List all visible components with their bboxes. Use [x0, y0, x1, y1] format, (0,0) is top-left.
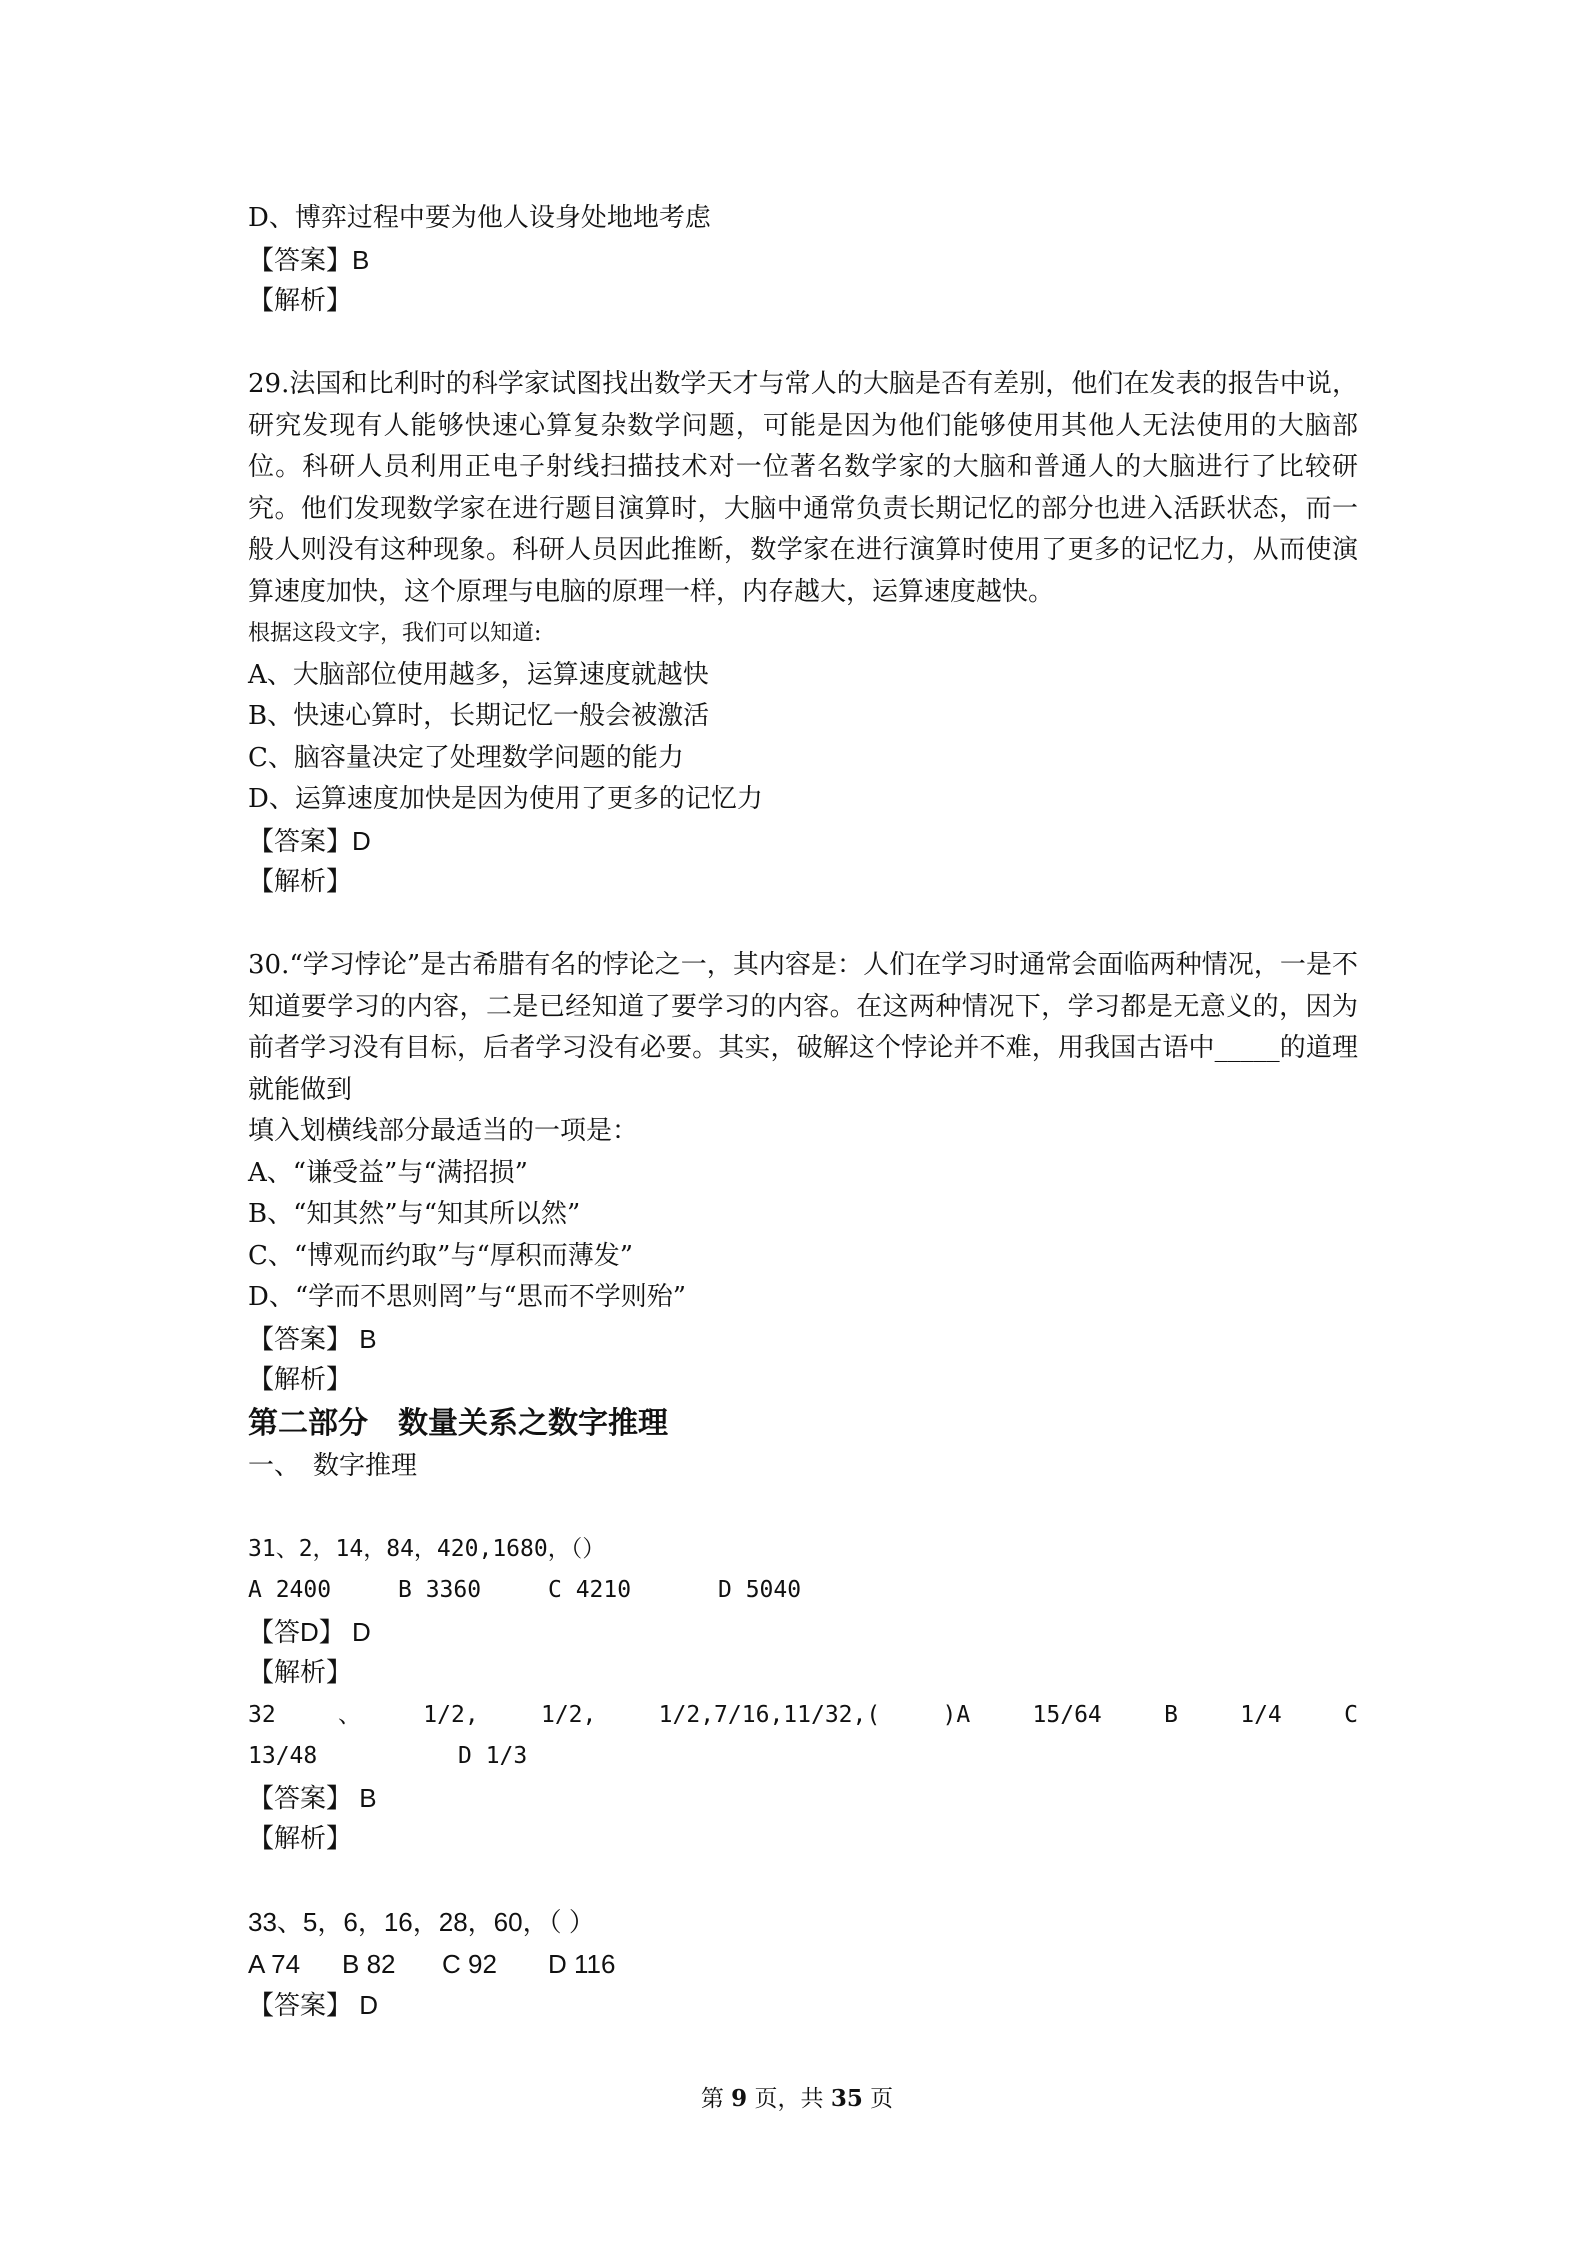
- q33-option-c: C 92: [442, 1948, 497, 1979]
- q33-option-a: A 74: [248, 1948, 301, 1979]
- section-subtitle: 一、 数字推理: [248, 1450, 418, 1481]
- q31-option-b: B 3360: [398, 1577, 482, 1603]
- q32-part: 15/64: [1032, 1701, 1102, 1728]
- q32-part: 1/2,: [540, 1701, 597, 1728]
- q33-answer: 【答案】 D: [248, 1990, 379, 2020]
- q32-answer: 【答案】 B: [248, 1782, 377, 1813]
- q30-option-a: A、“谦受益”与“满招损”: [248, 1157, 528, 1188]
- q29-option-a: A、大脑部位使用越多，运算速度就越快: [248, 659, 709, 690]
- q29-option-c: C、脑容量决定了处理数学问题的能力: [248, 742, 684, 773]
- q29-prompt: 根据这段文字，我们可以知道:: [248, 621, 542, 646]
- q29-option-d: D、运算速度加快是因为使用了更多的记忆力: [248, 784, 763, 814]
- q30-prompt: 填入划横线部分最适当的一项是：: [248, 1116, 639, 1146]
- q32-options-line: [248, 1736, 1358, 1778]
- section-title: 第二部分 数量关系之数字推理: [248, 1405, 668, 1441]
- q30-stem: 30.“学习悖论”是古希腊有名的悖论之一，其内容是：人们在学习时通常会面临两种情况，一是不知道要学习的内容，二是已经知道了要学习的内容。在这两种情况下，学习都是无意义的，因为前者学习没有目标，后者学习没有必要。其实，破解这个悖论并不难，用我国古语中_____的道理就能做到: [248, 950, 1358, 1105]
- footer-page-number: 9: [731, 2085, 748, 2112]
- q33-option-d: D 116: [548, 1948, 616, 1979]
- q30-answer: 【答案】 B: [248, 1323, 377, 1354]
- q32-option-d: D 1/3: [458, 1743, 528, 1769]
- q31-option-c: C 4210: [548, 1577, 632, 1603]
- footer-mid: 页，共: [747, 2086, 831, 2112]
- q32-part: 32: [248, 1701, 276, 1728]
- q32-part: 1/4: [1240, 1701, 1282, 1728]
- footer-total-pages: 35: [830, 2085, 863, 2112]
- q29-option-b: B、快速心算时，长期记忆一般会被激活: [248, 701, 710, 731]
- footer-prefix: 第: [700, 2086, 732, 2112]
- q31-analysis: 【解析】: [248, 1658, 353, 1688]
- q28-analysis: 【解析】: [248, 286, 353, 316]
- q32-part: )A: [942, 1701, 971, 1728]
- q30-analysis: 【解析】: [248, 1365, 353, 1395]
- q32-stem: [248, 1695, 1358, 1737]
- spacer: [248, 1861, 1358, 1903]
- page-footer: [0, 2080, 1594, 2113]
- q31-options: [248, 1570, 1358, 1612]
- q33-stem: 33、5，6，16，28，60，（ ）: [248, 1907, 595, 1937]
- q31-option-a: A 2400: [248, 1577, 332, 1603]
- footer-suffix: 页: [862, 2086, 894, 2112]
- q30-option-b: B、“知其然”与“知其所以然”: [248, 1199, 581, 1229]
- spacer: [248, 904, 1358, 946]
- q30-option-c: C、“博观而约取”与“厚积而薄发”: [248, 1240, 634, 1271]
- q31-option-d: D 5040: [718, 1577, 802, 1603]
- q33-option-b: B 82: [342, 1948, 396, 1979]
- spacer: [248, 1487, 1358, 1529]
- q33-options: [248, 1944, 1358, 1986]
- q28-option-d: D、博弈过程中要为他人设身处地地考虑: [248, 203, 711, 233]
- q29-answer: 【答案】D: [248, 825, 371, 856]
- page-content: [248, 198, 1358, 2027]
- q29-stem: 29.法国和比利时的科学家试图找出数学天才与常人的大脑是否有差别，他们在发表的报告中说，研究发现有人能够快速心算复杂数学问题，可能是因为他们能够使用其他人无法使用的大脑部位。科研人员利用正电子射线扫描技术对一位著名数学家的大脑和普通人的大脑进行了比较研究。他们发现数学家在进行题目演算时，大脑中通常负责长期记忆的部分也进入活跃状态，而一般人则没有这种现象。科研人员因此推断，数学家在进行演算时使用了更多的记忆力，从而使演算速度加快，这个原理与电脑的原理一样，内存越大，运算速度越快。: [248, 369, 1358, 607]
- q32-part: 1/2,: [423, 1701, 479, 1728]
- q32-part: 1/2,7/16,11/32,(: [658, 1701, 881, 1728]
- q31-stem: 31、2，14，84，420,1680，（）: [248, 1535, 606, 1562]
- q31-answer: 【答D】 D: [248, 1616, 371, 1647]
- q29-analysis: 【解析】: [248, 867, 353, 897]
- q32-analysis: 【解析】: [248, 1824, 353, 1854]
- spacer: [248, 323, 1358, 365]
- q30-option-d: D、“学而不思则罔”与“思而不学则殆”: [248, 1282, 687, 1312]
- q28-answer: 【答案】B: [248, 244, 370, 275]
- q32-part: B: [1164, 1701, 1178, 1728]
- q32-part: C: [1344, 1701, 1358, 1728]
- q32-option-c-value: 13/48: [248, 1743, 318, 1769]
- q32-part: 、: [338, 1701, 361, 1728]
